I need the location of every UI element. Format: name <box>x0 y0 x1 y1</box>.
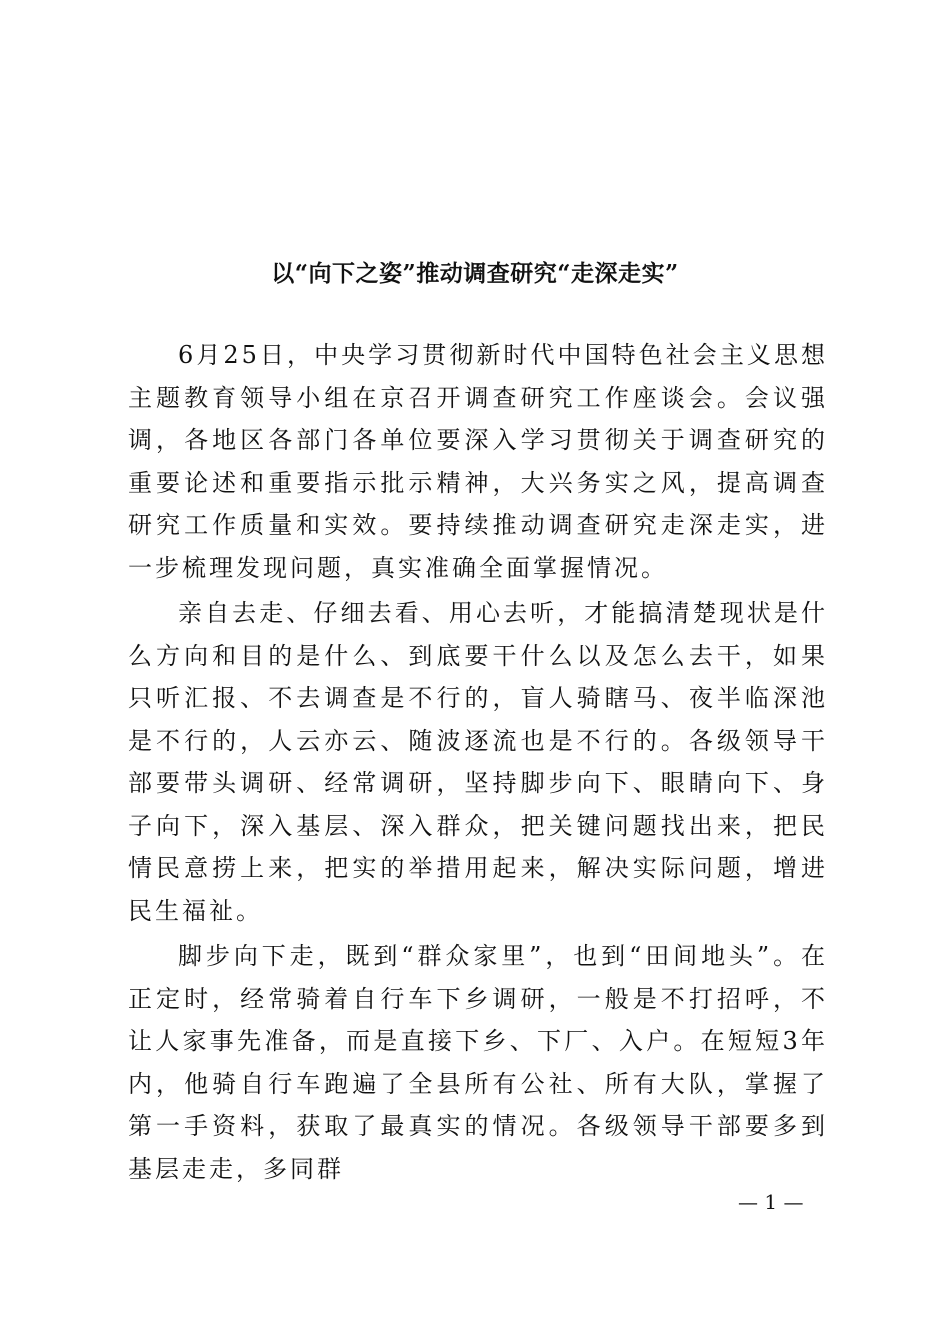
document-body <box>128 334 828 1190</box>
paragraph-1: 6月25日，中央学习贯彻新时代中国特色社会主义思想主题教育领导小组在京召开调查研究工作座谈会。会议强调，各地区各部门各单位要深入学习贯彻关于调查研究的重要论述和重要指示批示精神，大兴务实之风，提高调查研究工作质量和实效。要持续推动调查研究走深走实，进一步梳理发现问题，真实准确全面掌握情况。 <box>128 341 828 582</box>
paragraph-2: 亲自去走、仔细去看、用心去听，才能搞清楚现状是什么方向和目的是什么、到底要干什么以及怎么去干，如果只听汇报、不去调查是不行的，盲人骑瞎马、夜半临深池是不行的，人云亦云、随波逐流也是不行的。各级领导干部要带头调研、经常调研，坚持脚步向下、眼睛向下、身子向下，深入基层、深入群众，把关键问题找出来，把民情民意捞上来，把实的举措用起来，解决实际问题，增进民生福祉。 <box>128 599 828 925</box>
page-number: — 1 — <box>738 1190 804 1214</box>
document-title: 以“向下之姿”推动调查研究“走深走实” <box>271 260 679 288</box>
paragraph-3: 脚步向下走，既到“群众家里”，也到“田间地头”。在正定时，经常骑着自行车下乡调研，一般是不打招呼，不让人家事先准备，而是直接下乡、下厂、入户。在短短3年内，他骑自行车跑遍了全县所有公社、所有大队，掌握了第一手资料，获取了最真实的情况。各级领导干部要多到基层走走，多同群 <box>128 942 828 1183</box>
